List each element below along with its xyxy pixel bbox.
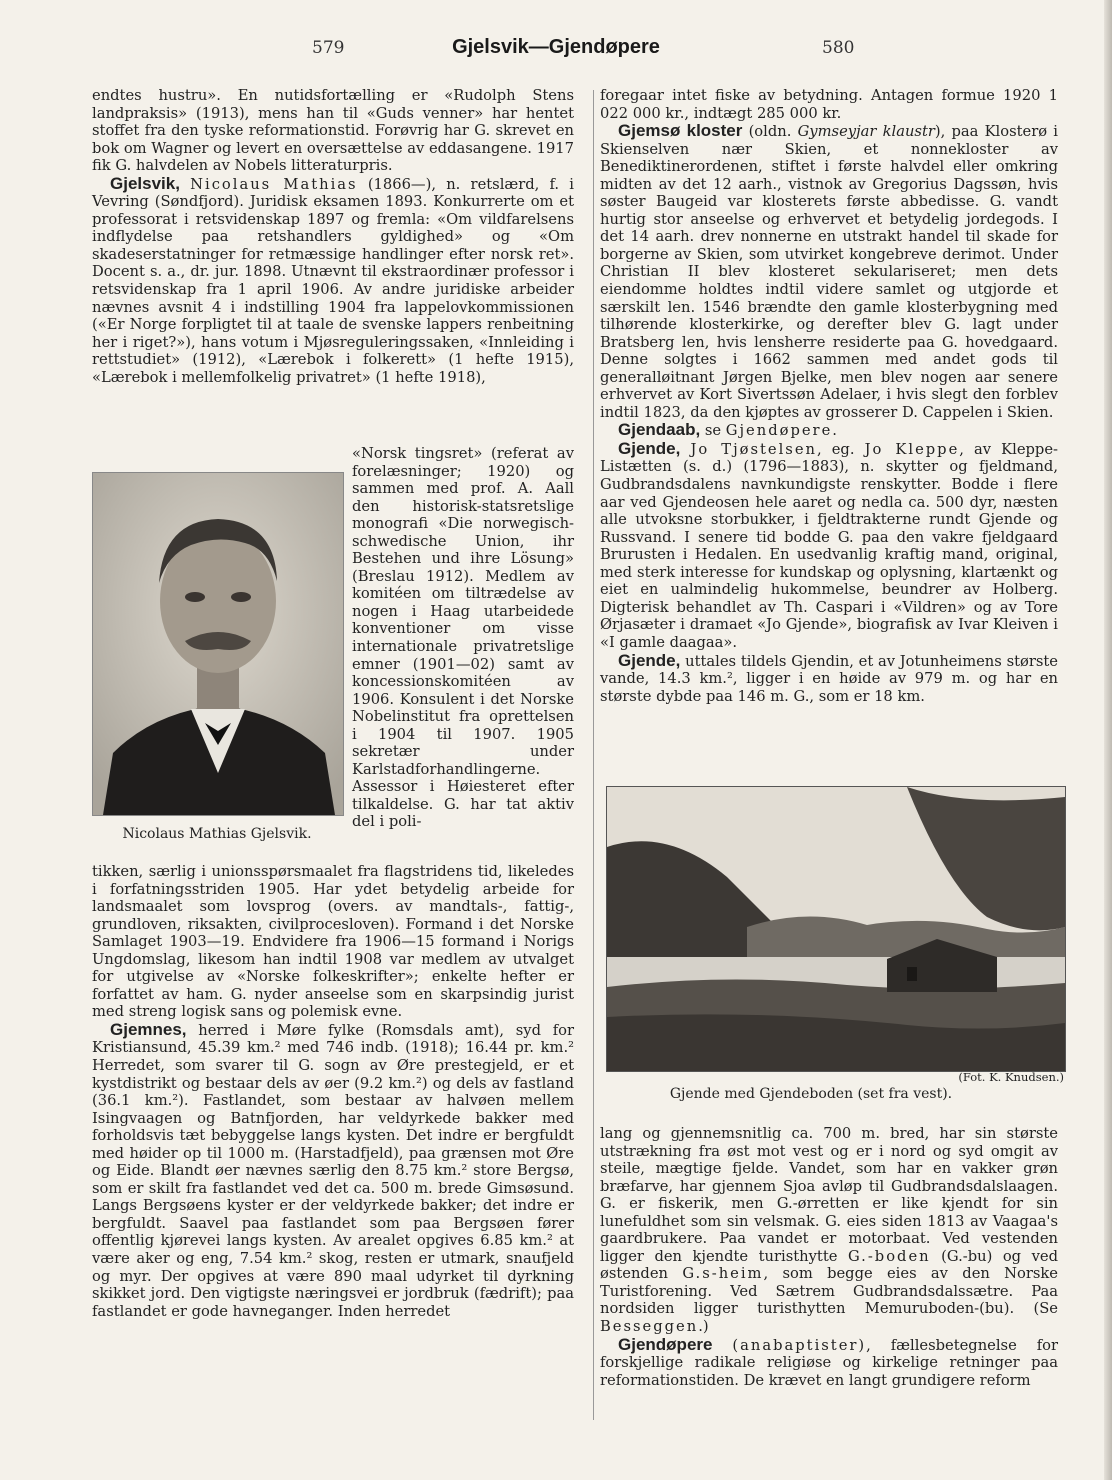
gjemso-oldn: (oldn.: [748, 123, 792, 141]
right-column-bottom: [600, 1125, 1058, 1389]
gjemnes-text: herred i Møre fylke (Romsdals amt), syd for Kristiansund, 45.39 km.² med 746 indb. (1918); 16.44 pr. km.² Herredet, som svarer til G. sogn av Øre prestegjeld, er et kystdistrikt og bestaar dels av øer (9.2 km.²) og dels av fastland (36.1 km.²). Fastlandet, som bestaar av halvøen mellem Isingvaagen og Batnfjorden, har veldyrkede bakker med forholdsvis tæt bebyggelse langs kysten. Det indre er bergfuldt med høider op til 1000 m. (Harstadfjeld), paa grænsen mot Øre og Eide. Blandt øer nævnes særlig den 8.75 km.² store Bergsø, som er skilt fra fastlandet ved det ca. 500 m. brede Gimsøsund. Langs Bergsøens kyster er der veldyrkede bakker; det indre er bergfuldt. Saavel paa fastlandet som paa Bergsøen fører offentlig kjørevei langs kysten. Av arealet opgives 6.85 km.² at være aker og eng, 7.54 km.² skog, resten er utmark, snaufjeld og myr. Der opgives at være 890 maal udyrket til dyrkning skikket jord. Den vigtigste næringsvei er jordbruk (fædrift); paa fastlandet er gode havneganger. Inden herredet: [92, 1021, 574, 1320]
gjende-person-text: , av Kleppe-Listætten (s. d.) (1796—1883), n. skytter og fjeldmand, Gudbrandsdalens navnkundigste renskytter. Bodde i flere aar ved Gjendeosen hele aaret og nedla ca. 500 dyr, næsten alle utvoksne storbukker, i fjeldtrakterne rundt Gjende og Russvand. I senere tid bodde G. paa den vakre fjeldgaard Brurusten i Hedalen. En usedvanlig kraftig mand, original, med sterk interesse for kundskap og oplysning, klartænkt og eiet en ualmindelig hukommelse, beundrer av Holberg. Digterisk behandlet av Th. Caspari i «Vildren» og av Tore Ørjasæter i dramaet «Jo Gjende», biografisk av Ivar Kleiven i «I gamle daagaa».: [600, 440, 1058, 651]
gjelsvik-continuation: endtes hustru». En nutidsfortælling er «Rudolph Stens landpraksis» (1913), mens han til «Guds venner» har hentet stoffet fra den tyske reformationstid. Forøvrig har G. skrevet en bok om Wagner og levert en oversættelse av eddasangene. 1917 fik G. halvdelen av Nobels litteraturpris.: [92, 87, 574, 175]
gjendopere-text: , fællesbetegnelse for forskjellige radikale religiøse og kirkelige retninger paa reformationstiden. De krævet en langt grundigere reform: [600, 1336, 1059, 1389]
entry-gjemnes: [92, 1021, 574, 1320]
entry-gjendopere: [600, 1336, 1058, 1390]
left-column-bottom: [92, 863, 574, 1320]
headword-gjemso: Gjemsø kloster: [618, 121, 743, 141]
gjende-cont-1: lang og gjennemsnitlig ca. 700 m. bred, har sin største utstrækning fra øst mot vest og er i nord og syd omgit av steile, mægtige fjelde. Vandet, som har en vakker grøn bræfarve, har gjennem Sjoa avløp til Gudbrandsdalslaagen. G. er fiskerik, men G.-ørretten er like kjendt for sin lunefuldhet som sin velsmak. G. eies siden 1813 av Vaagaa's gaardbrukere. Paa vandet er motorbaat. Ved vestenden ligger den kjendte turisthytte: [600, 1125, 1058, 1265]
gjende-name: Jo Tjøstelsen: [690, 440, 817, 458]
running-header: Gjelsvik—Gjendøpere: [452, 36, 660, 58]
headword-gjende-1: Gjende,: [618, 438, 681, 458]
gjendopere-ana: (anabaptister): [732, 1336, 867, 1354]
gjendaab-ref: Gjendøpere.: [725, 422, 839, 440]
gjende-name2: Jo Kleppe: [864, 440, 960, 458]
entry-gjende-lake: [600, 652, 1058, 706]
landscape-photo: [606, 786, 1066, 1072]
gjende-lake-text: uttales tildels Gjendin, et av Jotunheimens største vande, 14.3 km.², ligger i en høide av 979 m. og har en største dybde paa 146 m. G., som er 18 km.: [600, 652, 1058, 705]
gjende-lake-continuation: [600, 1125, 1058, 1336]
gjemso-oldn-form: Gymseyjar klaustr: [797, 123, 935, 141]
headword-gjelsvik: Gjelsvik,: [110, 173, 180, 193]
headword-gjemnes: Gjemnes,: [110, 1019, 187, 1039]
entry-gjende-person: [600, 440, 1058, 652]
gjemso-text: ), paa Klosterø i Skienselven nær Skien, et nonnekloster av Benediktinerordenen, stiftet i første halvdel eller omkring midten av det 12 aarh., vistnok av Gregorius Dagssøn, hvis søster Baugeid var klosterets første abbedisse. G. vandt hurtig stor anseelse og erhvervet et betydelig jordegods. I det 14 aarh. drev nonnerne en utstrakt handel til skade for borgerne av Skien, som utvirket kongebreve derimot. Under Christian II blev klosteret sekulariseret; men dets eiendomme holdtes indtil videre samlet og utgjorde et særskilt len. 1546 brændte den gamle klosterbygning med tilhørende klosterkirke, og derefter blev G. lagt under Bratsberg len, hvis lensherre residerte paa G. hovedgaard. Denne solgtes i 1662 sammen med andet gods til generalløitnant Jørgen Bjelke, men blev nogen aar senere erhvervet av Kort Sivertssøn Adelaer, i hvis slegt den forblev indtil 1823, da den kjøptes av grosserer D. Cappelen i Skien.: [600, 123, 1058, 421]
headword-gjendopere: Gjendøpere: [618, 1334, 713, 1354]
left-column-top: [92, 87, 574, 386]
gjende-heim: G.s-heim: [682, 1265, 764, 1283]
headword-gjendaab: Gjendaab,: [618, 420, 701, 440]
page-number-right: 580: [822, 38, 855, 58]
gjende-cont-4: .): [698, 1318, 709, 1336]
gjelsvik-end: tikken, særlig i unionsspørsmaalet fra flagstridens tid, likeledes i forfatningsstriden 1905. Har ydet betydelig arbeide for landsmaalet som lovsprog (overs. av mandtals-, fattig-, grundloven, riksakten, civilprocesloven). Formand i det Norske Samlaget 1903—19. Endvidere fra 1906—15 formand i Norigs Ungdomslag, likesom han indtil 1908 var medlem av utvalget for utgivelse av «Norske folkeskrifter»; enkelte hefter er forfattet av ham. G. nyder anseelse som en skarpsindig jurist med streng logisk sans og polemisk evne.: [92, 863, 574, 1021]
gjende-eg: , eg.: [816, 440, 855, 458]
left-column-wrap: [352, 445, 574, 831]
entry-gjemso-kloster: [600, 122, 1058, 421]
gjemnes-continuation: foregaar intet fiske av betydning. Antagen formue 1920 1 022 000 kr., indtægt 285 000 kr.: [600, 87, 1058, 122]
portrait-photo: [92, 472, 344, 816]
portrait-caption: Nicolaus Mathias Gjelsvik.: [122, 826, 312, 842]
gjelsvik-wrap-text: «Norsk tingsret» (referat av forelæsninger; 1920) og sammen med prof. A. Aall den historisk-statsretslige monografi «Die norwegisch-schwedische Union, ihr Bestehen und ihre Lösung» (Breslau 1912). Medlem av komitéen om tiltrædelse av nogen i Haag utarbeidede konventioner om visse internationale privatretslige emner (1901—02) samt av koncessionskomitéen av 1906. Konsulent i det Norske Nobelinstitut fra oprettelsen i 1904 til 1907. 1905 sekretær under Karlstadforhandlingerne. Assessor i Høiesteret efter tilkaldelse. G. har tat aktiv del i poli-: [352, 445, 574, 831]
gjende-cont-3: , som begge eies av den Norske Turistforening. Ved Sætrem Gudbrandsdalssætre. Paa nordsiden ligger turisthytten Memuruboden-(bu). (Se: [600, 1265, 1059, 1318]
column-divider: [593, 90, 594, 1420]
entry-gjelsvik: [92, 175, 574, 387]
gjelsvik-name: Nicolaus Mathias: [190, 175, 358, 193]
landscape-caption: Gjende med Gjendeboden (set fra vest).: [669, 1086, 953, 1102]
gjendaab-se: se: [704, 422, 722, 440]
page-edge: [1104, 0, 1112, 1480]
gjende-boden: G.-boden: [847, 1247, 931, 1265]
gjelsvik-text: (1866—), n. retslærd, f. i Vevring (Søndfjord). Juridisk eksamen 1893. Konkurrerte om et professorat i retsvidenskap 1897 og fremla: «Om vildfarelsens indflydelse paa retshandlers gyldighed» og «Om skadeserstatninger for retmæssige handlinger efter norsk ret». Docent s. a., dr. jur. 1898. Utnævnt til ekstraordinær professor i retsvidenskap fra 1 april 1906. Av andre juridiske arbeider nævnes avsnit 4 i indstilling 1904 fra lappelovkommissionen («Er Norge forpligtet til at taale de svenske lappers renbeitning her i riget?»), hans votum i Mjøsreguleringssaken, «Innleiding i rettstudiet» (1912), «Lærebok i folkerett» (1 hefte 1915), «Lærebok i mellemfolkelig privatret» (1 hefte 1918),: [92, 175, 575, 386]
page-number-left: 579: [312, 38, 345, 58]
photo-credit: (Fot. K. Knudsen.): [958, 1070, 1064, 1084]
headword-gjende-2: Gjende,: [618, 650, 681, 670]
besseggen-ref: Besseggen: [600, 1318, 699, 1336]
entry-gjendaab: [600, 421, 1058, 440]
right-column-top: [600, 87, 1058, 705]
gjende-cont-2: (G.-bu) og ved østenden: [600, 1247, 1058, 1283]
